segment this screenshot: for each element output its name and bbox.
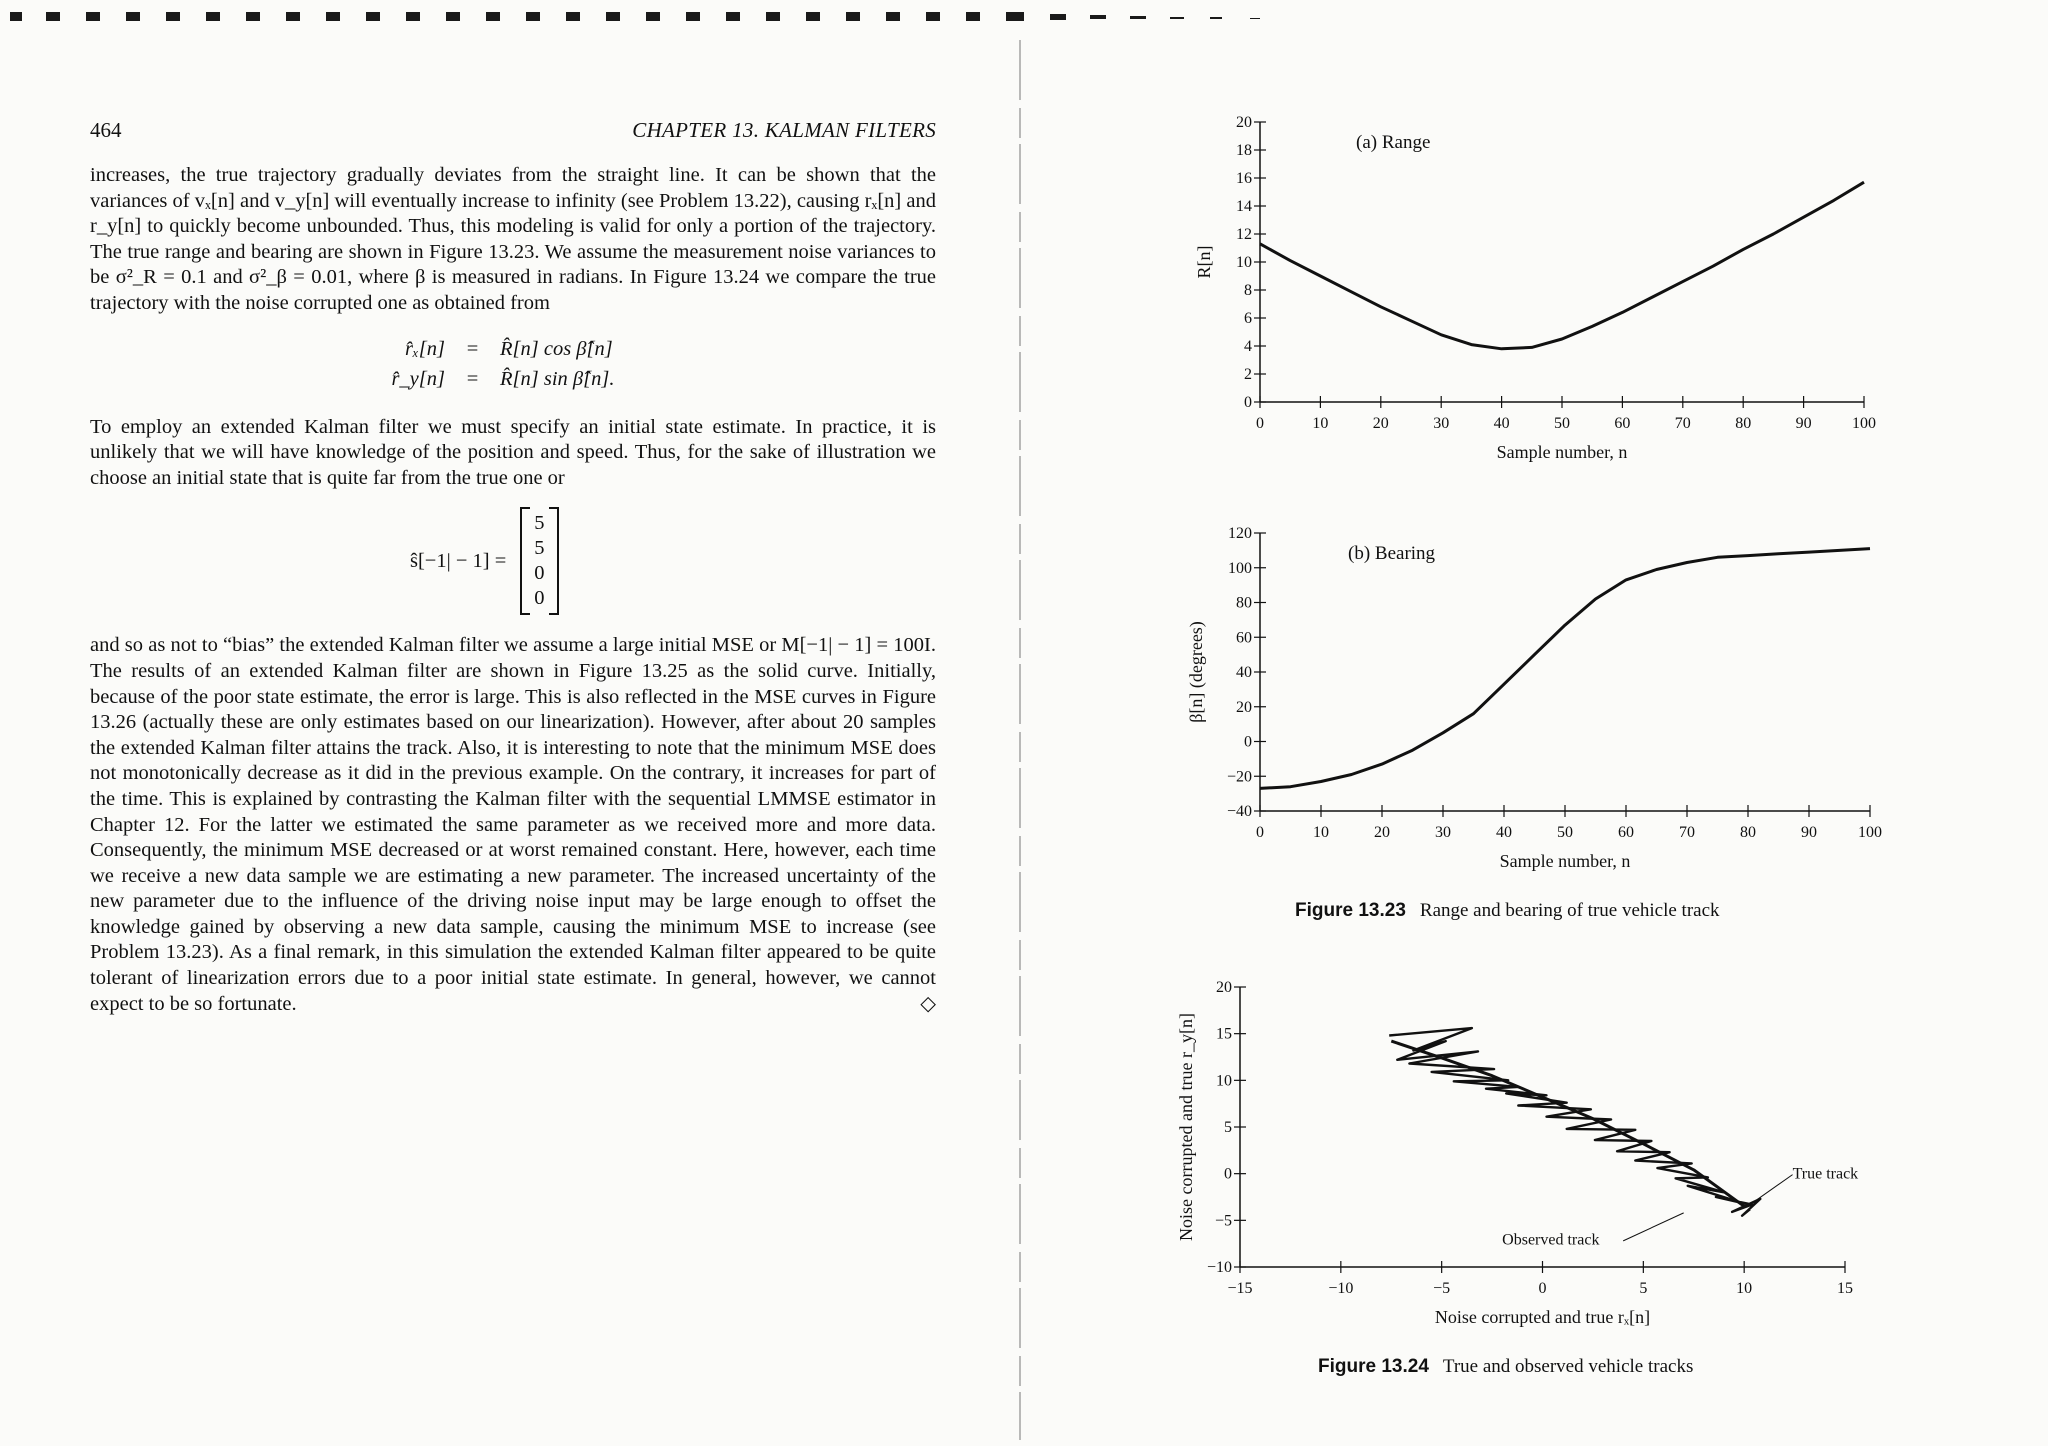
y-tick-label: 20 (1216, 979, 1232, 996)
x-axis-label: Sample number, n (1499, 851, 1631, 871)
figure-label: Figure 13.23 (1295, 900, 1406, 921)
y-tick-label: 18 (1236, 142, 1252, 159)
observed-track-line (1389, 1028, 1760, 1216)
equation-ry (90, 365, 936, 395)
bearing-chart (1180, 518, 1900, 888)
chart-title: (a) Range (1356, 132, 1431, 153)
figure-label: Figure 13.24 (1318, 1356, 1429, 1377)
x-tick-label: 100 (1858, 824, 1882, 841)
y-tick-label: 16 (1236, 170, 1252, 187)
x-tick-label: 30 (1435, 824, 1451, 841)
y-tick-label: 0 (1224, 1165, 1232, 1183)
y-tick-label: 20 (1236, 698, 1252, 716)
y-tick-label: −10 (1206, 1259, 1232, 1276)
y-tick-label: 6 (1244, 310, 1252, 327)
x-tick-label: 80 (1740, 824, 1756, 841)
y-axis-label: β[n] (degrees) (1186, 621, 1206, 723)
x-tick-label: −15 (1227, 1280, 1253, 1297)
x-tick-label: 70 (1674, 415, 1691, 432)
figure-caption-text: True and observed vehicle tracks (1442, 1356, 1694, 1377)
state-vector (520, 511, 558, 611)
x-tick-label: 10 (1312, 415, 1329, 432)
figure-13-23-caption (1295, 900, 1720, 922)
x-axis-label: Sample number, n (1496, 442, 1628, 462)
equation-lhs: r̂_y[n] (391, 368, 445, 391)
x-tick-label: 80 (1735, 415, 1752, 432)
vector-entry: 5 (534, 537, 545, 560)
figure-caption-text: Range and bearing of true vehicle track (1419, 900, 1720, 921)
true-track-annotation: True track (1792, 1165, 1859, 1183)
y-tick-label: 100 (1228, 559, 1252, 577)
x-tick-label: 20 (1372, 415, 1389, 432)
x-tick-label: 0 (1256, 415, 1264, 432)
x-tick-label: 0 (1256, 824, 1264, 841)
x-tick-label: 5 (1639, 1280, 1648, 1297)
x-tick-label: 50 (1557, 824, 1573, 841)
y-tick-label: 10 (1236, 254, 1252, 271)
matrix-lhs: ŝ[−1| − 1] = (410, 549, 507, 572)
initial-state-equation (410, 511, 936, 611)
y-tick-label: 5 (1224, 1119, 1232, 1136)
vector-entry: 0 (534, 562, 545, 585)
x-tick-label: 60 (1618, 824, 1634, 841)
scan-edge-marks (0, 0, 1300, 30)
chapter-header: CHAPTER 13. KALMAN FILTERS (632, 118, 936, 142)
y-tick-label: 12 (1236, 226, 1252, 243)
y-axis-label: R[n] (1194, 245, 1214, 279)
equals-sign: = (466, 368, 479, 391)
equation-rx (90, 335, 936, 365)
y-tick-label: 8 (1244, 282, 1252, 299)
x-tick-label: 0 (1538, 1280, 1547, 1297)
equals-sign: = (466, 338, 479, 361)
vector-entry: 0 (534, 587, 545, 610)
x-tick-label: 40 (1496, 824, 1512, 841)
data-line (1260, 182, 1864, 349)
y-tick-label: 40 (1236, 664, 1252, 681)
y-tick-label: −5 (1214, 1212, 1232, 1230)
y-tick-label: 10 (1216, 1072, 1232, 1090)
left-page (90, 118, 936, 1017)
x-tick-label: 15 (1837, 1280, 1853, 1297)
x-tick-label: −10 (1328, 1280, 1354, 1297)
book-spine-line (1018, 40, 1022, 1440)
chart-title: (b) Bearing (1348, 543, 1436, 564)
y-tick-label: 2 (1244, 366, 1252, 383)
data-line (1260, 549, 1870, 789)
equation-block (90, 335, 936, 395)
x-tick-label: 100 (1852, 415, 1876, 432)
x-tick-label: 10 (1736, 1280, 1753, 1297)
x-axis-label: Noise corrupted and true rₓ[n] (1434, 1307, 1651, 1327)
x-tick-label: 70 (1679, 824, 1695, 841)
x-tick-label: 20 (1374, 824, 1390, 841)
y-axis-label: Noise corrupted and true r_y[n] (1176, 1013, 1196, 1241)
y-tick-label: 120 (1228, 525, 1252, 542)
paragraph-1: increases, the true trajectory gradually deviates from the straight line. It can be shown that the variances of vₓ[n] and v_y[n] will eventually increase to infinity (see Problem 13.22), causing rₓ[n] and r_y[n] to quickly become unbounded. Thus, this modeling is valid for only a portion of the trajectory. The true range and bearing are shown in Figure 13.23. We assume the measurement noise variances to be σ²_R = 0.1 and σ²_β = 0.01, where β is measured in radians. In Figure 13.24 we compare the true trajectory with the noise corrupted one as obtained from (90, 164, 936, 314)
x-tick-label: 10 (1313, 824, 1329, 841)
x-tick-label: 90 (1795, 415, 1812, 432)
paragraph-3 (90, 633, 936, 1017)
y-tick-label: 15 (1216, 1025, 1232, 1043)
x-tick-label: 30 (1433, 415, 1450, 432)
paragraph-2: To employ an extended Kalman filter we must specify an initial state estimate. In practice, it is unlikely that we will have knowledge of the position and speed. Thus, for the sake of illustration we choose an initial state that is quite far from the true one or (90, 415, 936, 489)
equation-lhs: r̂ₓ[n] (404, 338, 445, 361)
figure-13-24-caption (1318, 1356, 1693, 1378)
x-tick-label: 60 (1614, 415, 1631, 432)
true-track-pointer (1750, 1175, 1792, 1205)
paragraph-3-text: and so as not to “bias” the extended Kalman filter we assume a large initial MSE or M[−1| − 1] = 100I. The results of an extended Kalman filter are shown in Figure 13.25 as the solid curve. Initially, because of the poor state estimate, the error is large. This is also reflected in the MSE curves in Figure 13.26 (actually these are only estimates based on our linearization). However, after about 20 samples the extended Kalman filter attains the track. Also, it is interesting to note that the minimum MSE does not monotonically decrease as it did in the previous example. On the contrary, it increases for part of the time. This is explained by contrasting the Kalman filter with the sequential LMMSE estimator in Chapter 12. For the latter we estimated the same parameter as we received more and more data. Consequently, the minimum MSE decreased or at worst remained constant. Here, however, each time we receive a new data sample we are estimating a new parameter. The increased uncertainty of the new parameter due to the influence of the driving noise input may be large enough to offset the knowledge gained by observing a new data sample, causing the minimum MSE to increase (see Problem 13.23). As a final remark, in this simulation the extended Kalman filter appeared to be quite tolerant of linearization errors due to a poor initial state estimate. In general, however, we cannot expect to be so fortunate. (90, 634, 936, 1015)
vector-entry: 5 (534, 512, 545, 535)
y-tick-label: 60 (1236, 629, 1252, 647)
page-number: 464 (90, 118, 122, 142)
observed-track-pointer (1623, 1213, 1684, 1241)
y-tick-label: −20 (1226, 768, 1252, 786)
observed-track-annotation: Observed track (1502, 1231, 1600, 1249)
y-tick-label: −40 (1226, 803, 1252, 820)
end-of-example-mark: ◇ (920, 992, 936, 1015)
y-tick-label: 20 (1236, 114, 1252, 131)
y-tick-label: 80 (1236, 594, 1252, 612)
range-chart (1180, 112, 1900, 482)
page-header (90, 118, 936, 143)
x-tick-label: 90 (1801, 824, 1817, 841)
y-tick-label: 0 (1244, 733, 1252, 751)
x-tick-label: −5 (1433, 1280, 1451, 1297)
x-tick-label: 40 (1493, 415, 1510, 432)
x-tick-label: 50 (1554, 415, 1570, 432)
y-tick-label: 0 (1244, 394, 1252, 411)
vehicle-track-chart (1170, 975, 1900, 1345)
equation-rhs: R̂[n] cos β̂[n] (500, 338, 613, 361)
y-tick-label: 14 (1236, 198, 1252, 215)
equation-rhs: R̂[n] sin β̂[n]. (500, 368, 615, 391)
y-tick-label: 4 (1244, 338, 1252, 355)
